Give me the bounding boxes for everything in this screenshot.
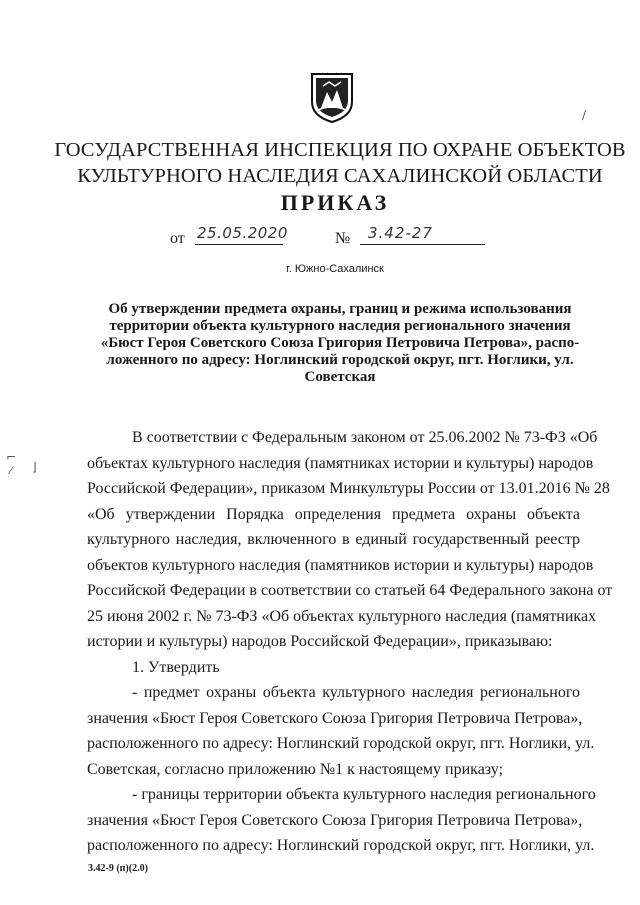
- body-line: - границы территории объекта культурного наследия регионального: [132, 786, 596, 803]
- document-code: 3.42-9 (п)(2.0): [88, 863, 148, 874]
- date-underline: [195, 244, 283, 245]
- city-name: г. Южно-Сахалинск: [286, 263, 384, 275]
- scan-mark: ⌋: [32, 460, 37, 474]
- number-handwritten: 3.42-27: [368, 224, 433, 242]
- subject-line: территории объекта культурного наследия регионального значения: [109, 318, 571, 334]
- item-heading: 1. Утвердить: [132, 658, 220, 676]
- order-body: [87, 425, 613, 859]
- body-line: Российской Федерации», приказом Минкультуры России от 13.01.2016 № 28: [87, 480, 610, 497]
- number-underline: [360, 244, 485, 245]
- organization-title-line-1: ГОСУДАРСТВЕННАЯ ИНСПЕКЦИЯ ПО ОХРАНЕ ОБЪЕКТОВ: [54, 139, 626, 161]
- body-line: объектах культурного наследия (памятниках истории и культуры) народов: [87, 454, 594, 472]
- subject-line: Об утверждении предмета охраны, границ и режима использования: [108, 301, 572, 317]
- body-line: В соответствии с Федеральным законом от 25.06.2002 № 73-ФЗ «Об: [132, 429, 598, 446]
- scan-mark: ⁄: [10, 464, 12, 477]
- body-line: 25 июня 2002 г. № 73-ФЗ «Об объектах культурного наследия (памятниках: [87, 607, 597, 625]
- order-subject: [100, 301, 580, 386]
- subject-line: Советская: [304, 369, 376, 385]
- body-line: объектов культурного наследия (памятников истории и культуры) народов: [87, 556, 594, 574]
- subject-line: ложенного по адресу: Ноглинский городской округ, пгт. Ноглики, ул.: [106, 352, 574, 368]
- number-label: №: [335, 230, 351, 247]
- body-line: значения «Бюст Героя Советского Союза Григория Петровича Петрова»,: [87, 811, 583, 829]
- body-line: - предмет охраны объекта культурного наследия регионального: [132, 684, 580, 701]
- body-line: культурного наследия, включенного в единый государственный реестр: [87, 531, 580, 548]
- date-handwritten: 25.05.2020: [197, 224, 288, 242]
- body-line: расположенного по адресу: Ноглинский городской округ, пгт. Ноглики, ул.: [87, 735, 595, 752]
- date-label: от: [170, 230, 185, 247]
- coat-of-arms-icon: [309, 72, 355, 124]
- organization-title-line-2: КУЛЬТУРНОГО НАСЛЕДИЯ САХАЛИНСКОЙ ОБЛАСТИ: [77, 165, 603, 187]
- subject-line: «Бюст Героя Советского Союза Григория Петровича Петрова», распо-: [100, 335, 580, 351]
- scan-mark: ⌐: [6, 450, 17, 464]
- coat-of-arms-emblem: [309, 72, 355, 124]
- body-line: истории и культуры) народов Российской Федерации», приказываю:: [87, 633, 553, 650]
- organization-title: [0, 137, 640, 189]
- body-line: Советская, согласно приложению №1 к настоящему приказу;: [87, 760, 504, 778]
- body-line: значения «Бюст Героя Советского Союза Григория Петровича Петрова»,: [87, 709, 583, 727]
- body-line: расположенного по адресу: Ноглинский городской округ, пгт. Ноглики, ул.: [87, 837, 595, 854]
- scan-mark: \: [578, 108, 590, 122]
- body-line: «Об утверждении Порядка определения предмета охраны объекта: [87, 505, 580, 523]
- document-type-heading: ПРИКАЗ: [280, 190, 390, 215]
- body-line: Российской Федерации в соответствии со статьей 64 Федерального закона от: [87, 582, 613, 599]
